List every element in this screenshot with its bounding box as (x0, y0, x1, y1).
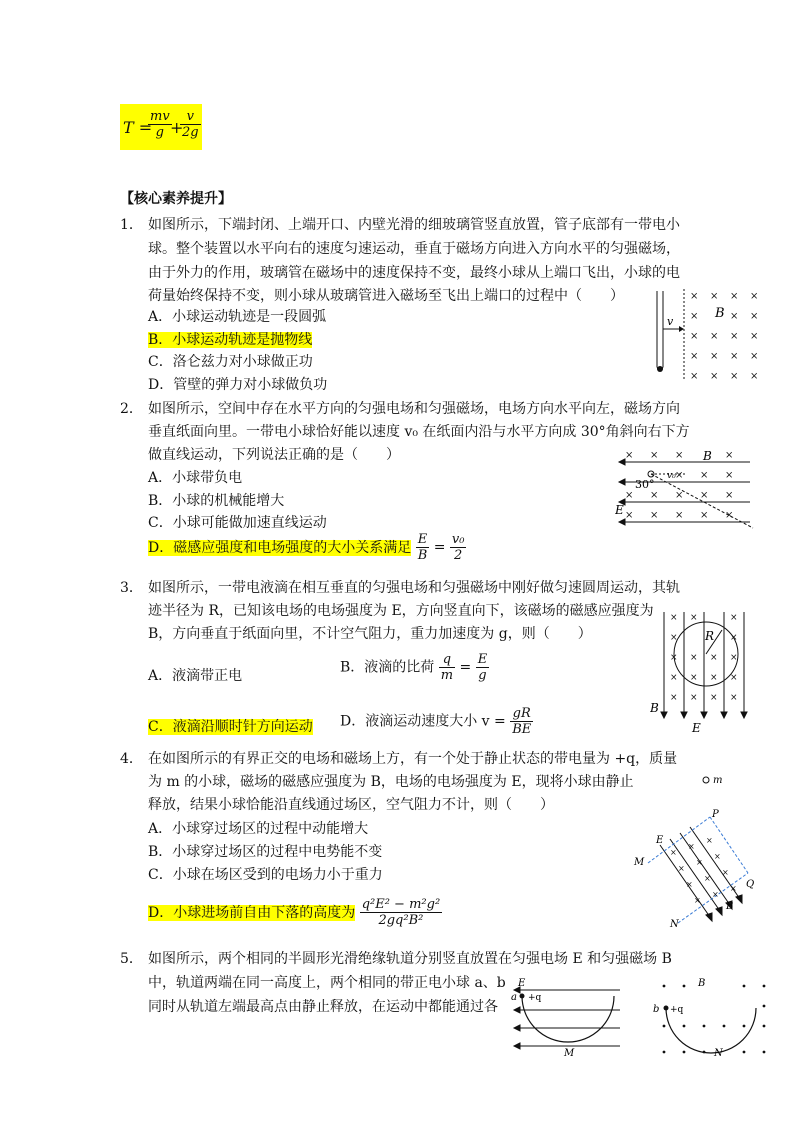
q4-line: 在如图所示的有界正交的电场和磁场上方，有一个处于静止状态的带电量为 +q，质量 (148, 751, 678, 767)
svg-text:×: × (670, 673, 678, 683)
svg-text:×: × (714, 852, 721, 861)
svg-text:×: × (730, 371, 739, 382)
q5-line: 如图所示，两个相同的半圆形光滑绝缘轨道分别竖直放置在匀强电场 E 和匀强磁场 B (148, 951, 672, 967)
q5-figure-b (650, 972, 775, 1062)
q1-option-c: C．洛仑兹力对小球做正功 (148, 354, 313, 370)
svg-text:×: × (710, 291, 719, 302)
q5-fig-E: E (518, 978, 526, 989)
q4-option-d: D．小球进场前自由下落的高度为 $\frac{\text{q²E² − m²g²}}{\text{2gq²B²}}$ (148, 897, 441, 928)
svg-text:×: × (730, 331, 739, 342)
q4-option-c: C．小球在场区受到的电场力小于重力 (148, 867, 383, 883)
svg-text:×: × (730, 613, 738, 623)
svg-text:×: × (730, 291, 739, 302)
q5-figure-e (508, 972, 628, 1062)
svg-text:×: × (712, 890, 719, 899)
svg-text:×: × (710, 371, 719, 382)
q2-fig-angle: 30° (635, 478, 655, 491)
svg-text:×: × (725, 450, 734, 461)
q2-line: 做直线运动，下列说法正确的是（ ） (148, 447, 400, 463)
formula-T (120, 104, 202, 150)
formula-lhs: T = (123, 118, 153, 137)
svg-text:×: × (730, 693, 738, 703)
q2-fig-E: E (615, 503, 624, 517)
svg-text:×: × (690, 693, 698, 703)
svg-text:×: × (730, 884, 737, 893)
svg-text:m: m (713, 775, 723, 786)
q1-option-d: D．管壁的弹力对小球做负功 (148, 377, 328, 393)
svg-text:×: × (625, 490, 634, 501)
q1-number: 1． (120, 217, 143, 233)
q3-option-c: C．液滴沿顺时针方向运动 (148, 719, 313, 735)
svg-text:×: × (690, 613, 698, 623)
q4-fig-P: P (712, 809, 719, 820)
q3-option-a: A．液滴带正电 (148, 668, 243, 684)
q5-fig-b: b (653, 1004, 660, 1015)
svg-text:×: × (730, 653, 738, 663)
q4-option-a: A．小球穿过场区的过程中动能增大 (148, 821, 369, 837)
q2-line: 如图所示，空间中存在水平方向的匀强电场和匀强磁场，电场方向水平向左，磁场方向 (148, 401, 680, 417)
svg-text:×: × (690, 653, 698, 663)
svg-text:×: × (690, 351, 699, 362)
svg-text:×: × (750, 371, 759, 382)
svg-text:×: × (650, 490, 659, 501)
svg-text:×: × (690, 673, 698, 683)
q2-option-b: B．小球的机械能增大 (148, 493, 285, 509)
q1-fig-v: v (667, 315, 674, 328)
svg-text:×: × (625, 510, 634, 521)
svg-text:×: × (725, 490, 734, 501)
svg-text:×: × (722, 868, 729, 877)
q3-line: 迹半径为 R，已知该电场的电场强度为 E，方向竖直向下，该磁场的磁感应强度为 (148, 603, 654, 619)
svg-text:×: × (710, 331, 719, 342)
q5-fig-q2: +q (670, 1005, 684, 1015)
svg-text:×: × (694, 896, 701, 905)
q2-number: 2． (120, 401, 143, 417)
q1-line: 由于外力的作用，玻璃管在磁场中的速度保持不变，最终小球从上端口飞出，小球的电 (148, 265, 680, 281)
svg-text:×: × (730, 351, 739, 362)
svg-text:×: × (725, 470, 734, 481)
q4-fig-M: M (634, 857, 645, 868)
svg-text:×: × (670, 633, 678, 643)
q5-line: 中，轨道两端在同一高度上，两个相同的带正电小球 a、b (148, 975, 506, 991)
svg-text:×: × (730, 673, 738, 683)
svg-text:×: × (710, 693, 718, 703)
q4-figure (630, 805, 760, 930)
q4-fig-Q: Q (746, 879, 755, 890)
svg-text:×: × (675, 490, 684, 501)
q3-fig-B: B (650, 701, 659, 715)
formula-frac2: $\frac{v}{2g}$ (182, 109, 199, 140)
q1-fig-B: B (715, 306, 725, 321)
q3-line: B，方向垂直于纸面向里，不计空气阻力，重力加速度为 g，则（ ） (148, 626, 592, 642)
q2-option-d: D．磁感应强度和电场强度的大小关系满足 $\frac{E}{B}$ = $\frac{\text{v₀}}{2}$ (148, 532, 465, 563)
svg-text:×: × (730, 633, 738, 643)
q5-fig-N: N (714, 1048, 723, 1059)
svg-text:×: × (750, 331, 759, 342)
svg-text:×: × (670, 653, 678, 663)
q3-figure (650, 608, 755, 736)
svg-text:×: × (730, 311, 739, 322)
svg-text:×: × (704, 874, 711, 883)
q4-fig-N: N (670, 919, 679, 930)
svg-text:×: × (650, 450, 659, 461)
q4-line: 释放，结果小球恰能沿直线通过场区，空气阻力不计，则（ ） (148, 797, 554, 813)
q4-ball (700, 770, 730, 790)
q2-option-c: C．小球可能做加速直线运动 (148, 515, 327, 531)
q2-figure (615, 448, 755, 533)
svg-text:×: × (650, 510, 659, 521)
q5-line: 同时从轨道左端最高点由静止释放，在运动中都能通过各 (148, 999, 498, 1015)
svg-text:×: × (690, 311, 699, 322)
q1-line: 如图所示，下端封闭、上端开口、内壁光滑的细玻璃管竖直放置，管子底部有一带电小 (148, 217, 680, 233)
formula-plus: + (170, 118, 184, 137)
svg-text:×: × (706, 836, 713, 845)
q3-option-b: B．液滴的比荷 $\frac{q}{m}$ = $\frac{E}{g}$ (340, 652, 488, 683)
svg-text:×: × (690, 331, 699, 342)
svg-text:×: × (690, 371, 699, 382)
svg-text:×: × (700, 510, 709, 521)
svg-text:×: × (625, 450, 634, 461)
q2-option-a: A．小球带负电 (148, 470, 243, 486)
q2-line: 垂直纸面向里。一带电小球恰好能以速度 v₀ 在纸面内沿与水平方向成 30°角斜向右下方 (148, 424, 690, 440)
q2-fig-B: B (703, 449, 712, 463)
svg-text:×: × (750, 311, 759, 322)
section-title: 【核心素养提升】 (120, 191, 232, 207)
svg-text:×: × (700, 470, 709, 481)
svg-text:×: × (678, 864, 685, 873)
svg-text:×: × (690, 291, 699, 302)
q1-option-a: A．小球运动轨迹是一段圆弧 (148, 309, 327, 325)
svg-text:×: × (750, 351, 759, 362)
svg-text:×: × (710, 673, 718, 683)
q3-line: 如图所示，一带电液滴在相互垂直的匀强电场和匀强磁场中刚好做匀速圆周运动，其轨 (148, 580, 680, 596)
svg-text:×: × (688, 842, 695, 851)
svg-text:×: × (675, 450, 684, 461)
q5-fig-a: a (511, 992, 517, 1003)
formula-frac1: $\frac{mv}{g}$ (150, 109, 170, 140)
q5-fig-M: M (564, 1048, 575, 1059)
svg-text:×: × (725, 510, 734, 521)
svg-text:×: × (675, 470, 684, 481)
q4-fig-B: B (726, 901, 734, 912)
svg-text:×: × (696, 858, 703, 867)
svg-text:×: × (675, 510, 684, 521)
svg-text:×: × (670, 693, 678, 703)
q1-line: 球。整个装置以水平向右的速度匀速运动，垂直于磁场方向进入方向水平的匀强磁场， (148, 241, 680, 257)
q1-figure (645, 285, 760, 385)
svg-text:×: × (700, 490, 709, 501)
q5-number: 5． (120, 951, 143, 967)
q1-option-b: B．小球运动轨迹是抛物线 (148, 332, 313, 348)
q3-number: 3． (120, 580, 143, 596)
q4-option-b: B．小球穿过场区的过程中电势能不变 (148, 844, 383, 860)
q5-fig-q1: +q (528, 993, 542, 1003)
q3-option-d: D．液滴运动速度大小 v = $\frac{gR}{BE}$ (340, 706, 532, 737)
svg-text:×: × (686, 880, 693, 889)
q4-fig-E: E (656, 835, 664, 846)
q4-line: 为 m 的小球，磁场的磁感应强度为 B，电场的电场强度为 E，现将小球由静止 (148, 774, 634, 790)
svg-text:×: × (710, 653, 718, 663)
q2-fig-v0: v₀ (667, 471, 676, 481)
q4-number: 4． (120, 751, 143, 767)
svg-text:×: × (670, 848, 677, 857)
svg-text:×: × (750, 291, 759, 302)
q3-fig-R: R (705, 629, 715, 643)
q3-fig-E: E (692, 721, 701, 735)
svg-text:×: × (710, 351, 719, 362)
q1-line: 荷量始终保持不变，则小球从玻璃管进入磁场至飞出上端口的过程中（ ） (148, 288, 624, 304)
svg-text:×: × (670, 613, 678, 623)
q5-fig-B: B (698, 978, 706, 989)
